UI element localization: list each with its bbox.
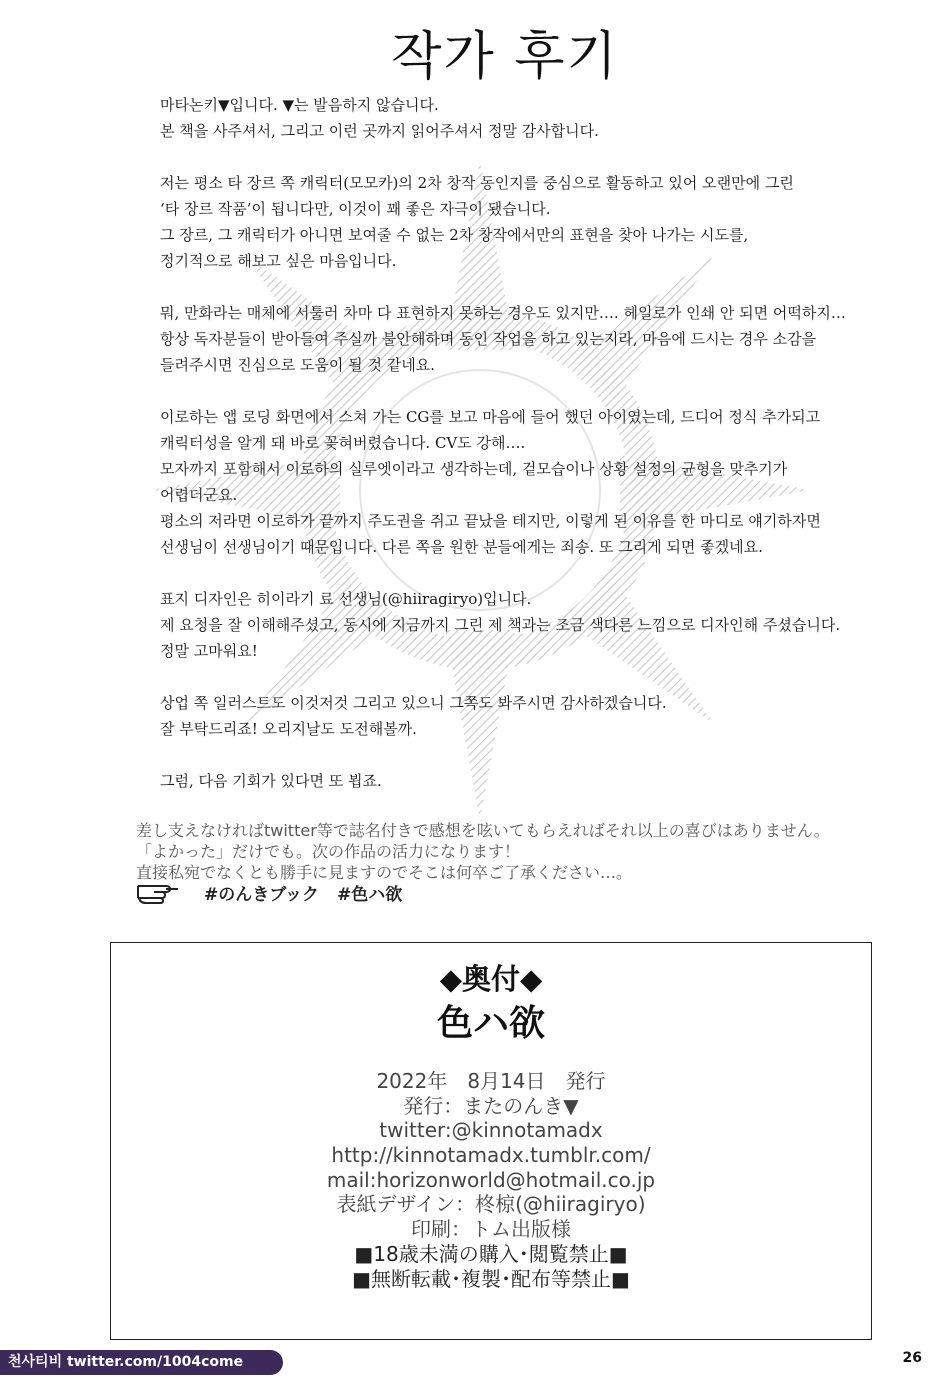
paragraph-cover-design xyxy=(160,586,860,664)
text-line: 캐릭터성을 알게 돼 바로 꽂혀버렸습니다. CV도 강해…. xyxy=(160,434,526,452)
text-line: 直接私宛でなくとも勝手に見ますのでそこは何卒ご了承ください…。 xyxy=(136,863,633,882)
publisher: 発行：またのんき▼ xyxy=(403,1093,579,1118)
reproduction-notice: ■無断転載･複製･配布等禁止■ xyxy=(352,1266,630,1291)
text-line: 상업 쪽 일러스트도 이것저것 그리고 있으니 그쪽도 봐주시면 감사하겠습니다. xyxy=(160,694,667,712)
text-line: 표지 디자인은 히이라기 료 선생님(@hiiragiryo)입니다. xyxy=(160,590,532,608)
text-line: 이로하는 앱 로딩 화면에서 스쳐 가는 CG를 보고 마음에 들어 했던 아이였는데, 드디어 정식 추가되고 xyxy=(160,408,821,426)
hashtag-nonki-book: #のんきブック xyxy=(204,884,320,905)
text-line: 마타논키▼입니다. ▼는 발음하지 않습니다. xyxy=(160,96,439,114)
email-address: mail:horizonworld@hotmail.co.jp xyxy=(326,1167,656,1192)
text-line: 그 장르, 그 캐릭터가 아니면 보여줄 수 없는 2차 창작에서만의 표현을 찾아 나가는 시도를, xyxy=(160,226,749,244)
website-url: http://kinnotamadx.tumblr.com/ xyxy=(331,1143,651,1168)
japanese-note xyxy=(136,820,896,883)
colophon-heading: ◆奥付◆ xyxy=(439,962,543,996)
page-number: 26 xyxy=(902,1350,922,1366)
printer-credit: 印刷：トム出版様 xyxy=(411,1217,571,1242)
text-line: 差し支えなければtwitter等で誌名付きで感想を呟いてもらえればそれ以上の喜びはありません。 xyxy=(136,821,830,840)
paragraph-feedback xyxy=(160,300,860,378)
pointing-hand-icon xyxy=(136,880,180,904)
text-line: 모자까지 포함해서 이로하의 실루엣이라고 생각하는데, 겉모습이나 상황 설정의 균형을 맞추기가 xyxy=(160,460,788,478)
paragraph-farewell xyxy=(160,768,860,794)
text-line: 정기적으로 해보고 싶은 마음입니다. xyxy=(160,252,397,270)
paragraph-commercial xyxy=(160,690,860,742)
scanlator-badge: 천사티비 twitter.com/1004come xyxy=(0,1350,283,1375)
paragraph-genre xyxy=(160,170,860,274)
text-line: 뭐, 만화라는 매체에 서툴러 차마 다 표현하지 못하는 경우도 있지만…. 헤일로가 인쇄 안 되면 어떡하지… xyxy=(160,304,846,322)
text-line: 그럼, 다음 기회가 있다면 또 뵙죠. xyxy=(160,772,382,790)
text-line: 들려주시면 진심으로 도움이 될 것 같네요. xyxy=(160,356,435,374)
colophon-box xyxy=(110,942,872,1340)
afterword-body xyxy=(160,92,860,820)
paragraph-greeting xyxy=(160,92,860,144)
text-line: 어렵더군요. xyxy=(160,486,238,504)
hashtag-row xyxy=(136,878,420,906)
text-line: ‘타 장르 작품’이 됩니다만, 이것이 꽤 좋은 자극이 됐습니다. xyxy=(160,200,551,218)
publication-date: 2022年 8月14日 発行 xyxy=(376,1069,606,1093)
text-line: 제 요청을 잘 이해해주셨고, 동시에 지금까지 그린 제 책과는 조금 색다른 느낌으로 디자인해 주셨습니다. xyxy=(160,616,841,634)
age-restriction-notice: ■18歳未満の購入･閲覧禁止■ xyxy=(354,1241,628,1266)
text-line: 잘 부탁드리죠! 오리지날도 도전해볼까. xyxy=(160,720,417,738)
hashtag-title: #色ハ欲 xyxy=(337,884,403,905)
text-line: 정말 고마워요! xyxy=(160,642,258,660)
text-line: 본 책을 사주셔서, 그리고 이런 곳까지 읽어주셔서 정말 감사합니다. xyxy=(160,122,599,140)
page-title: 작가 후기 xyxy=(391,27,619,87)
colophon-details xyxy=(111,1069,871,1291)
text-line: 「よかった」だけでも。次の作品の活力になります！ xyxy=(136,842,521,861)
paragraph-iroha xyxy=(160,404,860,560)
text-line: 평소의 저라면 이로하가 끝까지 주도권을 쥐고 끝났을 테지만, 이렇게 된 이유를 한 마디로 얘기하자면 xyxy=(160,512,821,530)
text-line: 선생님이 선생님이기 때문입니다. 다른 쪽을 원한 분들에게는 죄송. 또 그리게 되면 좋겠네요. xyxy=(160,538,763,556)
twitter-handle: twitter:@kinnotamadx xyxy=(379,1118,603,1143)
text-line: 항상 독자분들이 받아들여 주실까 불안해하며 동인 작업을 하고 있는지라, 마음에 드시는 경우 소감을 xyxy=(160,330,817,348)
text-line: 저는 평소 타 장르 쪽 캐릭터(모모카)의 2차 창작 동인지를 중심으로 활동하고 있어 오랜만에 그린 xyxy=(160,174,794,192)
cover-design-credit: 表紙デザイン：柊椋(@hiiragiryo) xyxy=(336,1192,646,1217)
book-title: 色ハ欲 xyxy=(436,1003,545,1044)
